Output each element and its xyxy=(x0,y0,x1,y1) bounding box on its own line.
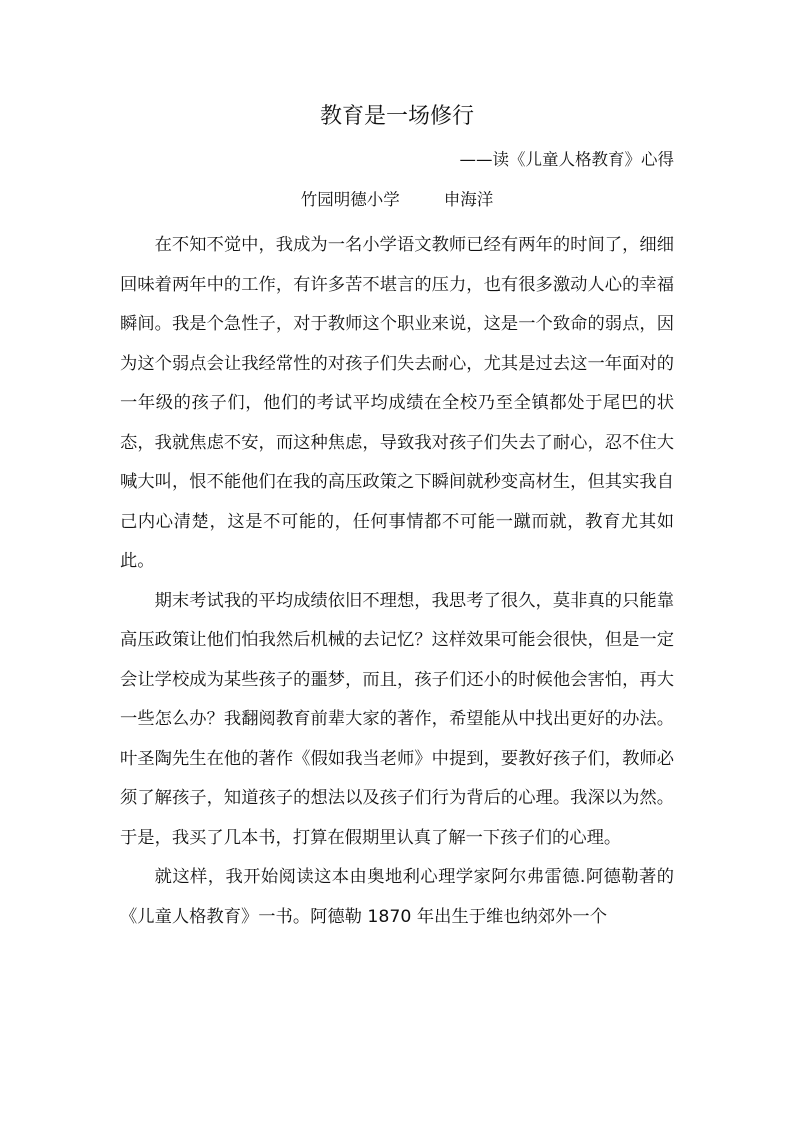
document-title: 教育是一场修行 xyxy=(319,104,474,129)
document-subtitle: ——读《儿童人格教育》心得 xyxy=(459,150,674,169)
document-body xyxy=(120,226,674,937)
paragraph-1: 在不知不觉中，我成为一名小学语文教师已经有两年的时间了，细细回味着两年中的工作，有许多苦不堪言的压力，也有很多激动人心的幸福瞬间。我是个急性子，对于教师这个职业来说，这是一个致命的弱点，因为这个弱点会让我经常性的对孩子们失去耐心，尤其是过去这一年面对的一年级的孩子们，他们的考试平均成绩在全校乃至全镇都处于尾巴的状态，我就焦虑不安，而这种焦虑，导致我对孩子们失去了耐心，忍不住大喊大叫，恨不能他们在我的高压政策之下瞬间就秒变高材生，但其实我自己内心清楚，这是不可能的，任何事情都不可能一蹴而就，教育尤其如此。 xyxy=(120,235,674,571)
author-name: 申海洋 xyxy=(443,190,494,209)
byline xyxy=(0,185,794,215)
paragraph-2: 期末考试我的平均成绩依旧不理想，我思考了很久，莫非真的只能靠高压政策让他们怕我然后机械的去记忆？这样效果可能会很快，但是一定会让学校成为某些孩子的噩梦，而且，孩子们还小的时候他会害怕，再大一些怎么办？我翻阅教育前辈大家的著作，希望能从中找出更好的办法。叶圣陶先生在他的著作《假如我当老师》中提到，要教好孩子们，教师必须了解孩子，知道孩子的想法以及孩子们行为背后的心理。我深以为然。于是，我买了几本书，打算在假期里认真了解一下孩子们的心理。 xyxy=(120,590,674,848)
school-name: 竹园明德小学 xyxy=(300,190,400,209)
paragraph-3: 就这样，我开始阅读这本由奥地利心理学家阿尔弗雷德.阿德勒著的《儿童人格教育》一书。阿德勒 1870 年出生于维也纳郊外一个 xyxy=(120,867,674,927)
